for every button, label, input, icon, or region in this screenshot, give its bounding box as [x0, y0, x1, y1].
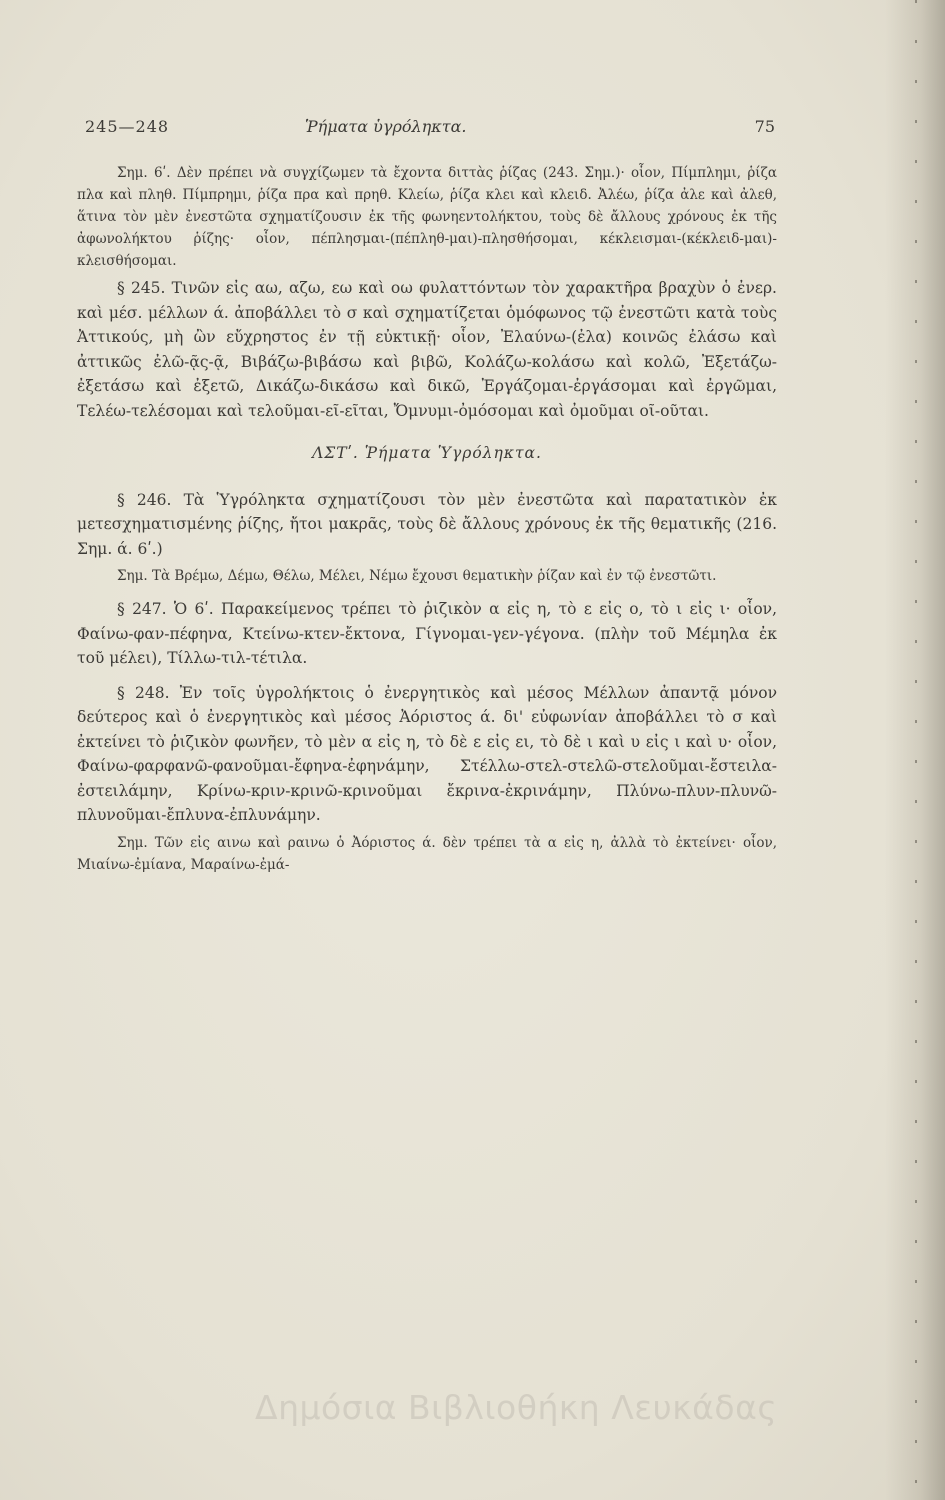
page-number: 75	[754, 117, 775, 136]
section-paragraph: § 246. Τὰ Ὑγρόληκτα σχηματίζουσι τὸν μὲν ἐνεστῶτα καὶ παρατατικὸν ἐκ μετεσχηματισμένης ῥίζης, ἤτοι μακρᾶς, τοὺς δὲ ἄλλους χρόνους ἐκ τῆς θεματικῆς (216. Σημ. ά. 6ʹ.)	[77, 490, 777, 558]
page-edge-binding	[915, 0, 917, 1500]
running-title: Ῥήματα ὑγρόληκτα.	[305, 117, 467, 136]
page-header	[85, 117, 775, 147]
note-paragraph: Σημ. Τὰ Βρέμω, Δέμω, Θέλω, Μέλει, Νέμω ἔχουσι θεματικὴν ῥίζαν καὶ ἐν τῷ ἐνεστῶτι.	[117, 568, 717, 584]
note-paragraph: Σημ. Τῶν εἰς αινω καὶ ραινω ὁ Ἀόριστος ά. δὲν τρέπει τὰ α εἰς η, ἀλλὰ τὸ ἐκτείνει· οἷον, Μιαίνω-ἐμίανα, Μαραίνω-ἐμά-	[77, 834, 777, 873]
section-paragraph: § 248. Ἐν τοῖς ὑγρολήκτοις ὁ ἐνεργητικὸς καὶ μέσος Μέλλων ἀπαντᾷ μόνον δεύτερος καὶ ὁ ἐνεργητικὸς καὶ μέσος Ἀόριστος ά. δι' εὐφωνίαν ἀποβάλλει τὸ σ καὶ ἐκτείνει τὸ ῥιζικὸν φωνῆεν, τὸ μὲν α εἰς η, τὸ δὲ ε εἰς ει, τὸ δὲ ι καὶ υ εἰς ι καὶ υ· οἷον, Φαίνω-φαρφανῶ-φανοῦμαι-ἔφηνα-ἐφηνάμην, Στέλλω-στελ-στελῶ-στελοῦμαι-ἔστειλα-ἐστειλάμην, Κρίνω-κριν-κρινῶ-κρινοῦμαι ἔκρινα-ἐκρινάμην, Πλύνω-πλυν-πλυνῶ-πλυνοῦμαι-ἔπλυνα-ἐπλυνάμην.	[77, 683, 777, 824]
section-paragraph: § 245. Τινῶν εἰς αω, αζω, εω καὶ οω φυλαττόντων τὸν χαρακτῆρα βραχὺν ὁ ἐνερ. καὶ μέσ. μέλλων ά. ἀποβάλλει τὸ σ καὶ σχηματίζεται ὁμόφωνος τῷ ἐνεστῶτι κατὰ τοὺς Ἀττικούς, μὴ ὢν εὔχρηστος ἐν τῇ εὐκτικῇ· οἷον, Ἐλαύνω-(ἐλα) κοινῶς ἐλάσω καὶ ἀττικῶς ἐλῶ-ᾷς-ᾷ, Βιβάζω-βιβάσω καὶ βιβῶ, Κολάζω-κολάσω καὶ κολῶ, Ἐξετάζω-ἐξετάσω καὶ ἐξετῶ, Δικάζω-δικάσω καὶ δικῶ, Ἐργάζομαι-ἐργάσομαι καὶ ἐργῶμαι, Τελέω-τελέσομαι καὶ τελοῦμαι-εῖ-εῖται, Ὄμνυμι-ὀμόσομαι καὶ ὀμοῦμαι οῖ-οῦται.	[77, 279, 777, 420]
section-range: 245—248	[85, 117, 170, 136]
section-paragraph: § 247. Ὁ 6ʹ. Παρακείμενος τρέπει τὸ ῥιζικὸν α εἰς η, τὸ ε εἰς ο, τὸ ι εἰς ι· οἷον, Φαίνω-φαν-πέφηνα, Κτείνω-κτεν-ἔκτονα, Γίγνομαι-γεν-γέγονα. (πλὴν τοῦ Μέμηλα ἐκ τοῦ μέλει), Τίλλω-τιλ-τέτιλα.	[77, 600, 777, 667]
library-watermark: Δημόσια Βιβλιοθήκη Λευκάδας	[255, 1388, 778, 1427]
note-paragraph: Σημ. 6ʹ. Δὲν πρέπει νὰ συγχίζωμεν τὰ ἔχοντα διττὰς ῥίζας (243. Σημ.)· οἷον, Πίμπλημι, ῥίζα πλα καὶ πληθ. Πίμπρημι, ῥίζα πρα καὶ πρηθ. Κλείω, ῥίζα κλει καὶ κλειδ. Ἀλέω, ῥίζα ἀλε καὶ ἀλεθ, ἅτινα τὸν μὲν ἐνεστῶτα σχηματίζουσιν ἐκ τῆς φωνηεντολήκτου, τοὺς δὲ ἄλλους χρόνους ἐκ τῆς ἀφωνολήκτου ῥίζης· οἷον, πέπλησμαι-(πέπληθ-μαι)-πλησθήσομαι, κέκλεισμαι-(κέκλειδ-μαι)-κλεισθήσομαι.	[77, 165, 777, 269]
chapter-title: ΛΣΤʹ. Ῥήματα Ὑγρόληκτα.	[312, 444, 542, 462]
page-body	[77, 162, 777, 876]
